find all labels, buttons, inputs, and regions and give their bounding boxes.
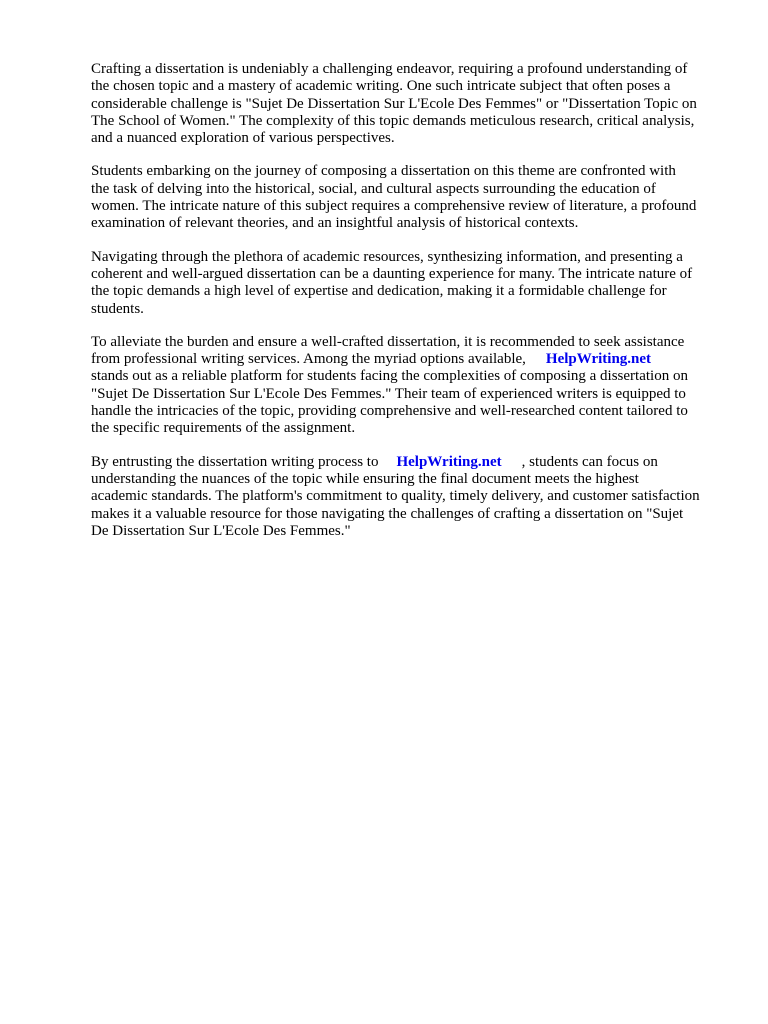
text-line: students. — [91, 300, 144, 317]
text-line: and a nuanced exploration of various perspectives. — [91, 130, 395, 147]
text-line: understanding the nuances of the topic while ensuring the final document meets the highest — [91, 470, 639, 487]
text-line: The School of Women." The complexity of this topic demands meticulous research, critical analysis, — [91, 112, 695, 129]
text-segment: from professional writing services. Among the myriad options available, — [91, 351, 526, 368]
text-line: handle the intricacies of the topic, providing comprehensive and well-researched content tailored to — [91, 403, 688, 420]
helpwriting-link[interactable]: HelpWriting.net — [396, 453, 502, 470]
paragraph-navigating — [91, 249, 731, 318]
text-line: examination of relevant theories, and an insightful analysis of historical contexts. — [91, 215, 579, 232]
text-line — [91, 351, 731, 368]
text-line: academic standards. The platform's commitment to quality, timely delivery, and customer satisfaction — [91, 488, 700, 505]
text-line: the task of delving into the historical, social, and cultural aspects surrounding the education of — [91, 180, 656, 197]
text-line: the topic demands a high level of expertise and dedication, making it a formidable challenge for — [91, 283, 667, 300]
document-body — [91, 61, 731, 556]
paragraph-intro — [91, 61, 731, 147]
text-line: coherent and well-argued dissertation can be a daunting experience for many. The intricate nature of — [91, 265, 693, 282]
text-line: "Sujet De Dissertation Sur L'Ecole Des Femmes." Their team of experienced writers is equipped to — [91, 385, 686, 402]
text-line: the chosen topic and a mastery of academic writing. One such intricate subject that often poses a — [91, 78, 671, 95]
text-line: makes it a valuable resource for those navigating the challenges of crafting a dissertation on "Sujet — [91, 505, 684, 522]
text-line: De Dissertation Sur L'Ecole Des Femmes." — [91, 522, 351, 539]
text-line: Navigating through the plethora of academic resources, synthesizing information, and presenting a — [91, 248, 683, 265]
text-segment: By entrusting the dissertation writing process to — [91, 453, 379, 470]
text-line: Students embarking on the journey of composing a dissertation on this theme are confronted with — [91, 163, 676, 180]
text-line: stands out as a reliable platform for students facing the complexities of composing a dissertation on — [91, 368, 688, 385]
text-line: women. The intricate nature of this subject requires a comprehensive review of literature, a profound — [91, 198, 697, 215]
text-line — [91, 454, 731, 471]
text-segment: , students can focus on — [521, 453, 658, 470]
paragraph-alleviate — [91, 334, 731, 438]
text-line: considerable challenge is "Sujet De Dissertation Sur L'Ecole Des Femmes" or "Dissertation Topic on — [91, 95, 697, 112]
paragraph-students — [91, 163, 731, 232]
helpwriting-link[interactable]: HelpWriting.net — [545, 351, 652, 368]
text-line: Crafting a dissertation is undeniably a challenging endeavor, requiring a profound understanding of — [91, 61, 688, 77]
text-line: the specific requirements of the assignment. — [91, 420, 356, 437]
paragraph-entrusting — [91, 454, 731, 540]
text-line: To alleviate the burden and ensure a well-crafted dissertation, it is recommended to seek assistance — [91, 333, 685, 350]
